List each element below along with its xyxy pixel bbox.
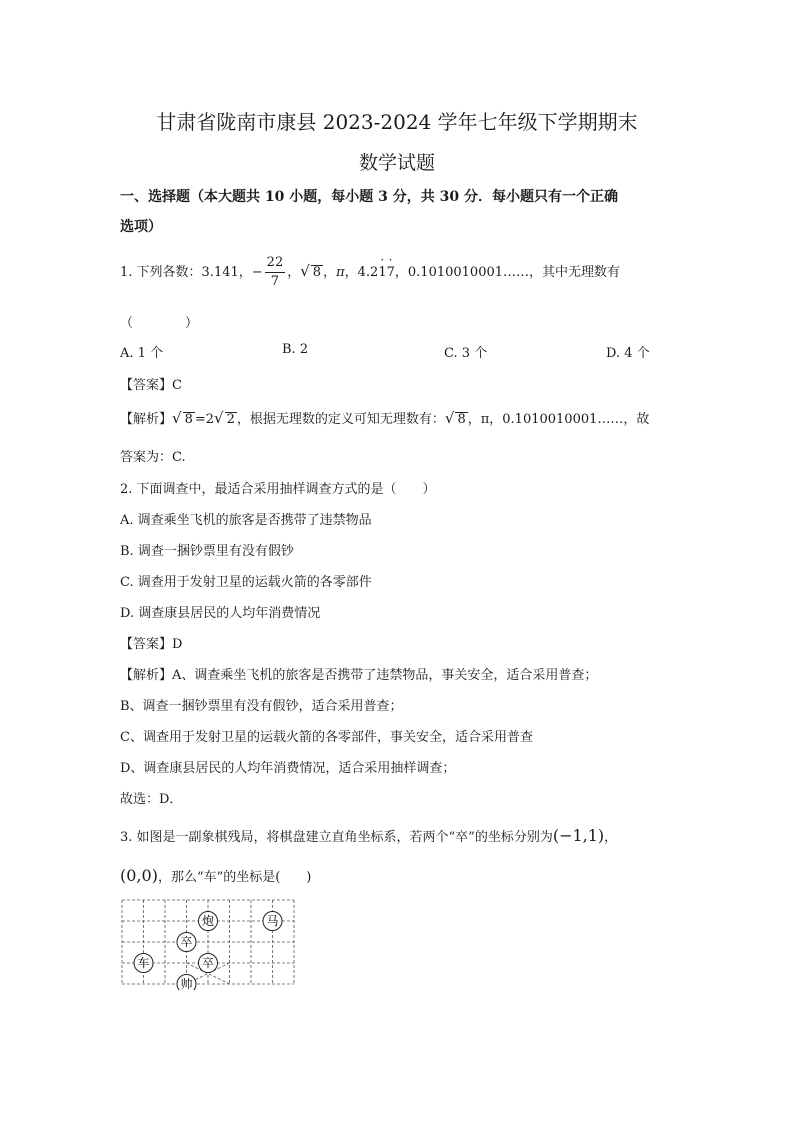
chess-piece-ma (263, 912, 282, 931)
q1-frac-den: 7 (270, 274, 280, 289)
q1-fraction (265, 254, 286, 291)
q1-repeat-int: 4.2 (357, 265, 379, 280)
question-2-stem: 2. 下面调查中，最适合采用抽样调查方式的是（ ） (120, 482, 436, 497)
q2-analysis-line: 故选：D． (120, 792, 183, 807)
chess-piece-che (134, 954, 153, 973)
q1-sep: ， (287, 265, 301, 280)
piece-label: 卒 (180, 935, 193, 949)
q1-answer-paren: （ ） (120, 316, 199, 331)
q1-option-b: B. 2 (282, 342, 309, 357)
q1-repeat-digit: · 7 (387, 265, 395, 280)
q3-stem-part2: ，那么“车”的坐标是( ) (157, 870, 312, 885)
piece-label: 帅 (180, 977, 193, 990)
piece-label: 马 (266, 914, 279, 928)
chessboard-figure (120, 898, 300, 990)
q1-frac-num: 22 (265, 254, 286, 273)
analysis-label: 【解析】 (120, 412, 173, 427)
piece-label: 炮 (201, 914, 215, 928)
q2-option-c: C. 调查用于发射卫星的运载火箭的各零部件 (120, 575, 372, 590)
document-title: 甘肃省陇南市康县 2023-2024 学年七年级下学期期末 (156, 110, 638, 134)
question-3-stem (120, 826, 617, 845)
analysis-rest: ，π，0.1010010001……，故 (467, 412, 650, 427)
piece-label: 车 (137, 956, 150, 970)
q1-pi: π (336, 265, 345, 280)
q2-answer: 【答案】D (120, 637, 183, 652)
q1-sqrt: 8 (312, 265, 322, 280)
q1-analysis-cont: 答案为：C. (120, 450, 186, 465)
q3-comma: ， (604, 830, 618, 845)
question-3-stem-cont (120, 866, 311, 885)
analysis-sqrt: 2 (226, 412, 235, 427)
q1-sep: ， (344, 265, 358, 280)
sqrt-icon: √ (300, 262, 310, 280)
question-1-stem (120, 254, 620, 291)
sqrt-icon: √ (444, 409, 455, 427)
section-heading: 一、选择题（本大题共 10 小题，每小题 3 分，共 30 分．每小题只有一个正确 (120, 189, 618, 205)
chess-piece-zu-1 (177, 933, 196, 952)
q2-option-d: D. 调查康县居民的人均年消费情况 (120, 606, 321, 621)
q2-analysis-line: C、调查用于发射卫星的运载火箭的各零部件，事关安全，适合采用普查 (120, 730, 533, 745)
chess-piece-shuai (177, 975, 196, 991)
q1-suffix: ，0.1010010001……，其中无理数有 (394, 265, 621, 280)
q1-repeating-decimal (358, 265, 395, 280)
q1-prefix: 1. 下列各数：3.141， (120, 265, 252, 280)
q1-repeat-digit: · 1 (378, 265, 386, 280)
analysis-sqrt: 8 (184, 412, 193, 427)
q2-analysis-line: 【解析】A、调查乘坐飞机的旅客是否携带了违禁物品，事关安全，适合采用普查； (120, 668, 598, 683)
q3-coord-zu1: (−1,1) (552, 826, 605, 845)
q1-answer: 【答案】C (120, 378, 182, 393)
q3-stem-part1: 3. 如图是一副象棋残局，将棋盘建立直角坐标系，若两个“卒”的坐标分别为 (120, 830, 553, 845)
sqrt-icon: √ (214, 409, 224, 427)
analysis-sqrt: 8 (457, 412, 466, 427)
q1-option-d: D. 4 个 (606, 346, 650, 361)
chess-piece-zu-2 (199, 954, 218, 973)
q2-option-a: A. 调查乘坐飞机的旅客是否携带了违禁物品 (120, 513, 372, 528)
analysis-text: ，根据无理数的定义可知无理数有： (236, 412, 445, 427)
q1-option-c: C. 3 个 (444, 346, 488, 361)
q3-coord-zu2: (0,0) (120, 866, 158, 885)
q1-analysis (120, 408, 649, 427)
q2-analysis-line: D、调查康县居民的人均年消费情况，适合采用抽样调查； (120, 761, 456, 776)
q2-analysis-line: B、调查一捆钞票里有没有假钞，适合采用普查； (120, 699, 403, 714)
q1-option-a: A. 1 个 (120, 346, 164, 361)
analysis-eq: =2 (194, 412, 215, 427)
sqrt-icon: √ (172, 409, 182, 427)
piece-label: 卒 (201, 956, 215, 970)
q1-sep: ， (323, 265, 337, 280)
q2-option-b: B. 调查一捆钞票里有没有假钞 (120, 544, 294, 559)
section-heading-cont: 选项） (120, 219, 162, 235)
chess-piece-pao (199, 912, 218, 931)
document-subtitle: 数学试题 (358, 152, 435, 174)
q1-neg: − (251, 265, 263, 280)
